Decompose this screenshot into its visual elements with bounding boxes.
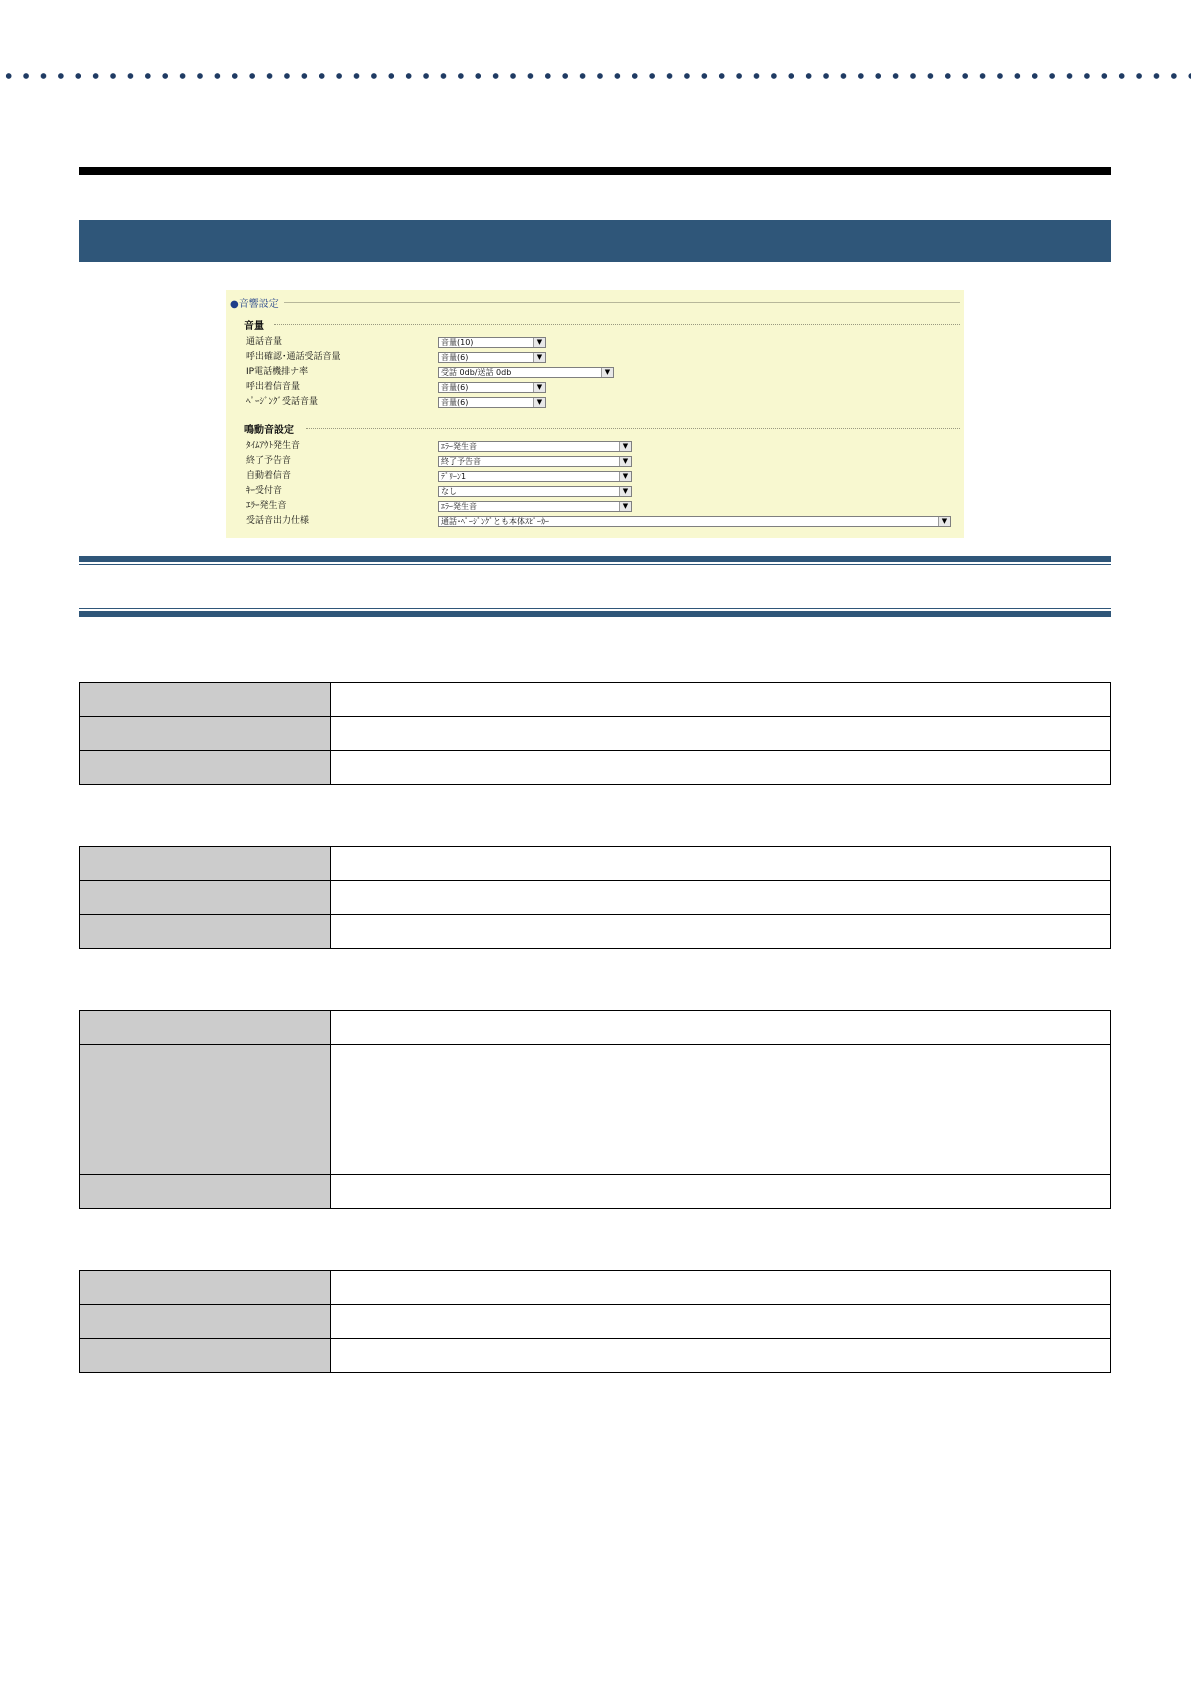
ring-label-end-notice: 終了予告音 bbox=[246, 456, 292, 466]
volume-select-paging[interactable]: 音量(6) ▼ bbox=[438, 397, 546, 408]
parameter-table-2 bbox=[79, 846, 1111, 949]
chevron-down-icon: ▼ bbox=[533, 398, 545, 407]
parameter-table-1 bbox=[79, 682, 1111, 785]
table-value-cell bbox=[331, 717, 1111, 751]
volume-select-ring-confirm[interactable]: 音量(6) ▼ bbox=[438, 352, 546, 363]
table-key-cell bbox=[80, 881, 331, 915]
table-key-cell bbox=[80, 717, 331, 751]
chevron-down-icon: ▼ bbox=[619, 472, 631, 481]
table-key-cell bbox=[80, 1271, 331, 1305]
parameter-table-4 bbox=[79, 1270, 1111, 1373]
volume-group-title: 音量 bbox=[244, 321, 264, 332]
volume-label-incoming: 呼出着信音量 bbox=[246, 382, 301, 392]
ring-group-divider bbox=[306, 428, 960, 429]
section-heading-band bbox=[79, 220, 1111, 262]
table-value-cell bbox=[331, 847, 1111, 881]
chevron-down-icon: ▼ bbox=[619, 457, 631, 466]
table-key-cell bbox=[80, 683, 331, 717]
table-row bbox=[80, 881, 1111, 915]
table-value-cell bbox=[331, 1339, 1111, 1373]
table-key-cell bbox=[80, 751, 331, 785]
chevron-down-icon: ▼ bbox=[533, 338, 545, 347]
ring-select-end-notice[interactable]: 終了予告音 ▼ bbox=[438, 456, 632, 467]
dotted-border bbox=[0, 72, 1191, 80]
chevron-down-icon: ▼ bbox=[619, 487, 631, 496]
chevron-down-icon: ▼ bbox=[601, 368, 613, 377]
table-row bbox=[80, 915, 1111, 949]
table-row bbox=[80, 1175, 1111, 1209]
table-value-cell bbox=[331, 915, 1111, 949]
sound-settings-panel bbox=[226, 290, 964, 538]
chevron-down-icon: ▼ bbox=[619, 502, 631, 511]
table-value-cell bbox=[331, 1271, 1111, 1305]
volume-select-call[interactable]: 音量(10) ▼ bbox=[438, 337, 546, 348]
ring-label-auto-incoming: 自動着信音 bbox=[246, 471, 292, 481]
table-key-cell bbox=[80, 915, 331, 949]
table-key-cell bbox=[80, 1175, 331, 1209]
ring-label-timeout: ﾀｲﾑｱｳﾄ発生音 bbox=[246, 441, 301, 451]
chevron-down-icon: ▼ bbox=[938, 517, 950, 526]
ring-select-timeout[interactable]: ｴﾗｰ発生音 ▼ bbox=[438, 441, 632, 452]
table-value-cell bbox=[331, 1175, 1111, 1209]
table-row bbox=[80, 717, 1111, 751]
table-row bbox=[80, 751, 1111, 785]
table-value-cell bbox=[331, 751, 1111, 785]
table-value-cell bbox=[331, 1011, 1111, 1045]
double-rule-top bbox=[79, 556, 1111, 565]
ring-label-key-accept: ｷｰ受付音 bbox=[246, 486, 283, 496]
chevron-down-icon: ▼ bbox=[533, 383, 545, 392]
table-value-cell bbox=[331, 683, 1111, 717]
table-row bbox=[80, 683, 1111, 717]
table-value-cell bbox=[331, 881, 1111, 915]
table-row bbox=[80, 847, 1111, 881]
header-rule bbox=[79, 167, 1111, 175]
table-value-cell bbox=[331, 1305, 1111, 1339]
volume-select-ip-phone[interactable]: 受話 0db/送話 0db ▼ bbox=[438, 367, 614, 378]
table-row bbox=[80, 1045, 1111, 1175]
ring-label-output-spec: 受話音出力仕様 bbox=[246, 516, 310, 526]
ring-select-error[interactable]: ｴﾗｰ発生音 ▼ bbox=[438, 501, 632, 512]
table-row bbox=[80, 1271, 1111, 1305]
table-key-cell bbox=[80, 1045, 331, 1175]
ring-group-title: 鳴動音設定 bbox=[244, 425, 294, 436]
table-row bbox=[80, 1305, 1111, 1339]
table-key-cell bbox=[80, 1305, 331, 1339]
ring-select-auto-incoming[interactable]: ﾃﾞﾘｰﾝ1 ▼ bbox=[438, 471, 632, 482]
double-rule-bottom bbox=[79, 608, 1111, 617]
ring-select-output-spec[interactable]: 通話･ﾍﾟｰｼﾞﾝｸﾞとも本体ｽﾋﾟｰｶｰ ▼ bbox=[438, 516, 951, 527]
legend-divider bbox=[284, 302, 960, 303]
volume-select-incoming[interactable]: 音量(6) ▼ bbox=[438, 382, 546, 393]
ring-select-key-accept[interactable]: なし ▼ bbox=[438, 486, 632, 497]
table-key-cell bbox=[80, 1339, 331, 1373]
parameter-table-3 bbox=[79, 1010, 1111, 1209]
volume-label-ring-confirm: 呼出確認･通話受話音量 bbox=[246, 352, 341, 362]
chevron-down-icon: ▼ bbox=[533, 353, 545, 362]
table-value-cell bbox=[331, 1045, 1111, 1175]
volume-group-divider bbox=[274, 324, 960, 325]
panel-legend: ●音響設定 bbox=[230, 299, 279, 310]
volume-label-call: 通話音量 bbox=[246, 337, 283, 347]
chevron-down-icon: ▼ bbox=[619, 442, 631, 451]
table-row bbox=[80, 1339, 1111, 1373]
table-key-cell bbox=[80, 847, 331, 881]
volume-label-ip-phone: IP電話機排ナ率 bbox=[246, 367, 309, 377]
volume-label-paging: ﾍﾟｰｼﾞﾝｸﾞ受話音量 bbox=[246, 397, 319, 407]
ring-label-error: ｴﾗｰ発生音 bbox=[246, 501, 287, 511]
table-key-cell bbox=[80, 1011, 331, 1045]
table-row bbox=[80, 1011, 1111, 1045]
